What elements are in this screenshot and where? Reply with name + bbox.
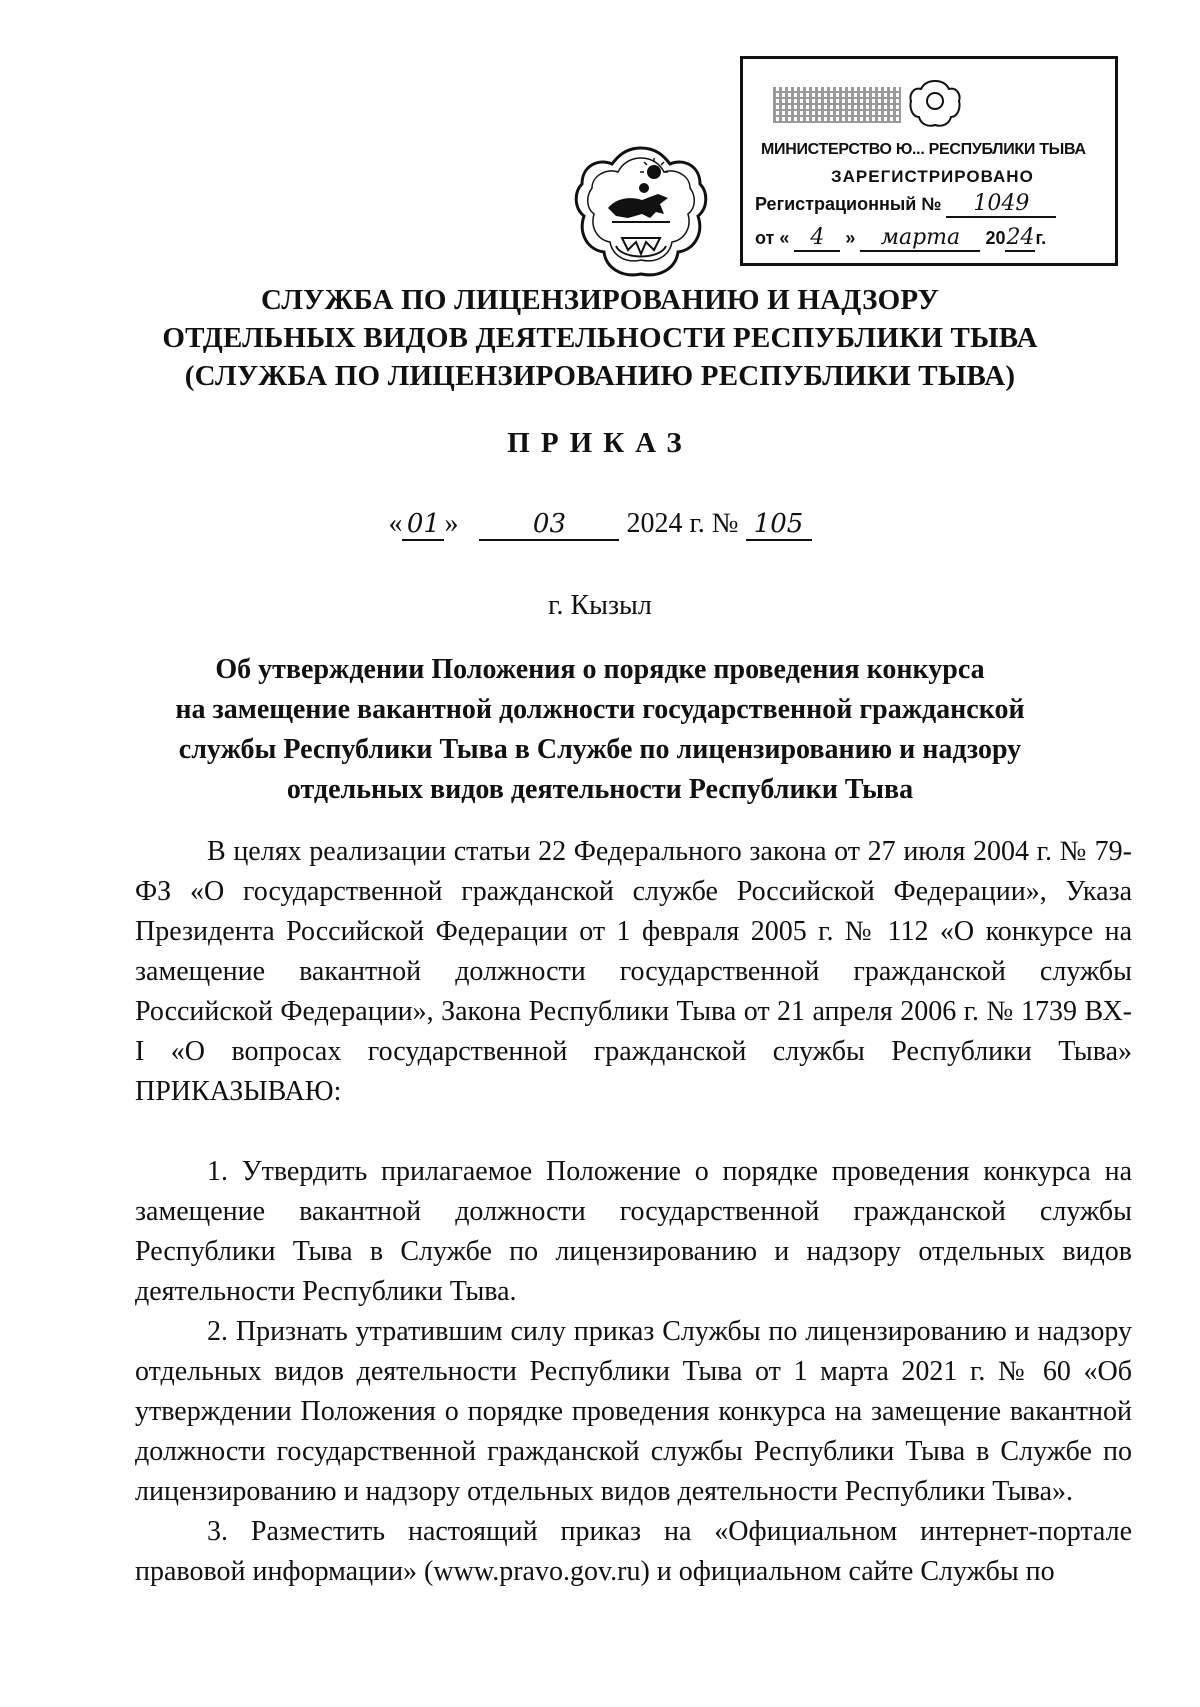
order-item-1: 1. Утвердить прилагаемое Положение о порядке проведения конкурса на замещение вакантной должности государственной гражданской службы Республики Тыва в Службе по лицензированию и надзору отдельных видов деятельности Республики Тыва. xyxy=(135,1156,1132,1307)
stamp-registered-text: ЗАРЕГИСТРИРОВАНО xyxy=(831,167,1034,186)
stamp-date-prefix: от « xyxy=(755,228,790,248)
stamp-date-year: 24 xyxy=(1006,225,1035,250)
order-close-quote: » xyxy=(444,508,459,539)
stamp-reg-number-row xyxy=(755,191,1056,218)
subject-line-3: службы Республики Тыва в Службе по лицензированию и надзору xyxy=(178,734,1022,765)
subject-line-2: на замещение вакантной должности государственной гражданской xyxy=(175,694,1025,725)
order-open-quote: « xyxy=(388,508,403,539)
stamp-date-suffix: г. xyxy=(1035,228,1047,248)
coat-of-arms-emblem xyxy=(572,142,710,284)
order-year: 2024 г. № xyxy=(626,508,739,539)
preamble-paragraph: В целях реализации статьи 22 Федерального закона от 27 июля 2004 г. № 79-ФЗ «О государственной гражданской службе Российской Федерации», Указа Президента Российской Федерации от 1 февраля 2005 г. № 112 «О конкурсе на замещение вакантной должности государственной гражданской службы Российской Федерации», Закона Республики Тыва от 21 апреля 2006 г. № 1739 ВХ-I «О вопросах государственной гражданской службы Республики Тыва» ПРИКАЗЫВАЮ: xyxy=(135,836,1132,1107)
order-subject xyxy=(150,650,1050,810)
order-body xyxy=(135,832,1132,1592)
stamp-ministry-text: МИНИСТЕРСТВО Ю... РЕСПУБЛИКИ ТЫВА xyxy=(761,141,1086,158)
stamp-date-day: 4 xyxy=(794,225,840,252)
agency-name-line-2: ОТДЕЛЬНЫХ ВИДОВ ДЕЯТЕЛЬНОСТИ РЕСПУБЛИКИ ТЫВА xyxy=(162,322,1038,354)
agency-name-line-3: (СЛУЖБА ПО ЛИЦЕНЗИРОВАНИЮ РЕСПУБЛИКИ ТЫВА) xyxy=(184,360,1016,392)
order-number: 105 xyxy=(746,509,812,541)
stamp-date-year-prefix: 20 xyxy=(985,228,1006,248)
subject-line-4: отдельных видов деятельности Республики Тыва xyxy=(286,774,914,805)
stamp-date-mid: » xyxy=(845,228,856,248)
subject-line-1: Об утверждении Положения о порядке проведения конкурса xyxy=(215,654,985,685)
order-item-3: 3. Разместить настоящий приказ на «Официальном интернет-портале правовой информации» (www.pravo.gov.ru) и официальном сайте Службы по xyxy=(135,1516,1132,1587)
order-date-line xyxy=(0,508,1200,541)
stamp-date-month: марта xyxy=(860,225,980,252)
stamp-date-row xyxy=(755,225,1046,252)
agency-name-line-1: СЛУЖБА ПО ЛИЦЕНЗИРОВАНИЮ И НАДЗОРУ xyxy=(260,284,940,316)
stamp-emblem-icon xyxy=(909,77,961,129)
stamp-hatch-pattern xyxy=(773,87,901,123)
order-day: 01 xyxy=(402,509,444,541)
stamp-reg-label: Регистрационный № xyxy=(755,194,942,214)
registration-stamp xyxy=(740,56,1118,266)
order-item-2: 2. Признать утратившим силу приказ Службы по лицензированию и надзору отдельных видов деятельности Республики Тыва от 1 марта 2021 г. № 60 «Об утверждении Положения о порядке проведения конкурса на замещение вакантной должности государственной гражданской службы Республики Тыва в Службе по лицензированию и надзору отдельных видов деятельности Республики Тыва». xyxy=(135,1316,1132,1507)
stamp-reg-number: 1049 xyxy=(946,191,1056,218)
document-type-heading: ПРИКАЗ xyxy=(507,427,693,459)
order-month: 03 xyxy=(479,509,619,541)
city-name: г. Кызыл xyxy=(548,590,652,621)
